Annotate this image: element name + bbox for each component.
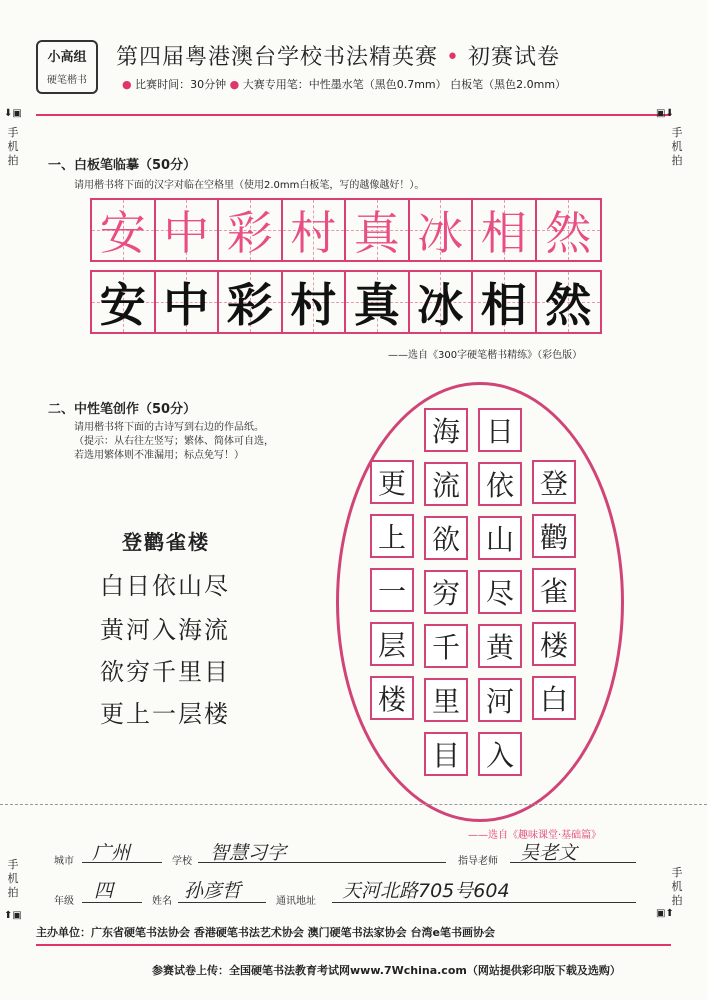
section2-hint: 若选用繁体则不准漏用；标点免写！） <box>74 450 244 461</box>
section2-source: ——选自《趣味课堂·基础篇》 <box>468 830 602 841</box>
exam-pens: 大赛专用笔：中性墨水笔（黑色0.7mm） 白板笔（黑色2.0mm） <box>242 78 567 91</box>
city-underline <box>82 862 162 863</box>
work-cell[interactable]: 楼 <box>532 622 576 666</box>
poem-line: 欲穷千里目 <box>100 658 230 686</box>
title-main: 第四届粤港澳台学校书法精英赛 <box>116 45 439 70</box>
group-badge <box>36 40 98 94</box>
copy-cell[interactable]: 相 <box>473 272 537 332</box>
school-underline <box>198 862 446 863</box>
work-cell[interactable]: 河 <box>478 678 522 722</box>
work-cell[interactable]: 楼 <box>370 676 414 720</box>
work-cell[interactable]: 里 <box>424 678 468 722</box>
copy-cell[interactable]: 村 <box>283 272 347 332</box>
copy-cell[interactable]: 然 <box>537 272 600 332</box>
copy-cell[interactable]: 彩 <box>219 272 283 332</box>
section2-instruction: 请用楷书将下面的古诗写到右边的作品纸。 <box>74 422 264 433</box>
poem-line: 更上一层楼 <box>100 700 230 728</box>
side-mark-left-top: 手机拍 <box>7 126 19 167</box>
work-cell[interactable]: 依 <box>478 462 522 506</box>
title-sub: 初赛试卷 <box>468 45 561 70</box>
model-cell: 冰 <box>410 200 474 260</box>
city-label: 城市 <box>54 856 74 867</box>
address-field[interactable]: 天河北路705号604 <box>342 880 510 902</box>
grade-underline <box>82 902 142 903</box>
model-cell: 然 <box>537 200 600 260</box>
name-underline <box>178 902 266 903</box>
copy-cell[interactable]: 真 <box>346 272 410 332</box>
poem-title: 登鹳雀楼 <box>122 530 210 554</box>
model-cell: 安 <box>92 200 156 260</box>
grade-label: 年级 <box>54 896 74 907</box>
work-cell[interactable]: 山 <box>478 516 522 560</box>
model-row <box>90 198 602 262</box>
side-mark-right-bottom: 手机拍 <box>671 866 683 907</box>
camera-icon: ⬆▣ <box>4 910 22 921</box>
camera-icon: ▣⬆ <box>656 908 674 919</box>
work-cell[interactable]: 更 <box>370 460 414 504</box>
work-cell[interactable]: 层 <box>370 622 414 666</box>
model-cell: 彩 <box>219 200 283 260</box>
copy-cell[interactable]: 安 <box>92 272 156 332</box>
section1-instruction: 请用楷书将下面的汉字对临在空格里（使用2.0mm白板笔，写的越像越好！）。 <box>74 180 425 191</box>
work-cell[interactable]: 登 <box>532 460 576 504</box>
teacher-label: 指导老师 <box>458 856 498 867</box>
work-cell[interactable]: 尽 <box>478 570 522 614</box>
school-field[interactable]: 智慧习字 <box>210 842 287 864</box>
model-cell: 真 <box>346 200 410 260</box>
teacher-field[interactable]: 吴老文 <box>520 842 578 864</box>
exam-info <box>122 76 566 92</box>
grade-field[interactable]: 四 <box>94 880 114 902</box>
work-cell[interactable]: 雀 <box>532 568 576 612</box>
copy-cell[interactable]: 冰 <box>410 272 474 332</box>
name-label: 姓名 <box>152 896 172 907</box>
work-cell[interactable]: 千 <box>424 624 468 668</box>
section2-hint: （提示：从右往左竖写；繁体、简体可自选， <box>74 436 274 447</box>
poem-line: 白日依山尽 <box>100 572 230 600</box>
school-label: 学校 <box>172 856 192 867</box>
page-title <box>116 40 560 71</box>
work-cell[interactable]: 一 <box>370 568 414 612</box>
organizers: 主办单位：广东省硬笔书法协会 香港硬笔书法艺术协会 澳门硬笔书法家协会 台湾e笔书画协会 <box>36 926 495 939</box>
bullet-icon: ● <box>122 78 132 91</box>
camera-icon: ▣⬇ <box>656 108 674 119</box>
title-separator: • <box>446 45 460 70</box>
side-mark-right-top: 手机拍 <box>671 126 683 167</box>
camera-icon: ⬇▣ <box>4 108 22 119</box>
work-cell[interactable]: 流 <box>424 462 468 506</box>
work-cell[interactable]: 黄 <box>478 624 522 668</box>
upload-info: 参赛试卷上传：全国硬笔书法教育考试网www.7Wchina.com（网站提供彩印版下载及选购） <box>152 964 621 977</box>
section1-heading: 一、白板笔临摹（50分） <box>48 158 197 173</box>
section2-heading: 二、中性笔创作（50分） <box>48 402 197 417</box>
model-cell: 相 <box>473 200 537 260</box>
work-cell[interactable]: 上 <box>370 514 414 558</box>
exam-time: 比赛时间：30分钟 <box>135 78 227 91</box>
work-cell[interactable]: 日 <box>478 408 522 452</box>
poem-line: 黄河入海流 <box>100 616 230 644</box>
model-cell: 中 <box>156 200 220 260</box>
work-cell[interactable]: 穷 <box>424 570 468 614</box>
side-mark-left-bottom: 手机拍 <box>7 858 19 899</box>
copy-cell[interactable]: 中 <box>156 272 220 332</box>
work-cell[interactable]: 目 <box>424 732 468 776</box>
address-underline <box>332 902 636 903</box>
badge-group: 小高组 <box>47 50 87 65</box>
header-divider <box>36 114 671 116</box>
work-cell[interactable]: 鹳 <box>532 514 576 558</box>
badge-style: 硬笔楷书 <box>47 75 87 86</box>
copy-row <box>90 270 602 334</box>
work-cell[interactable]: 入 <box>478 732 522 776</box>
footer-divider <box>36 944 671 946</box>
teacher-underline <box>510 862 636 863</box>
work-cell[interactable]: 欲 <box>424 516 468 560</box>
address-label: 通讯地址 <box>276 896 316 907</box>
bullet-icon: ● <box>229 78 240 91</box>
work-cell[interactable]: 海 <box>424 408 468 452</box>
name-field[interactable]: 孙彦哲 <box>184 880 242 902</box>
section1-source: ——选自《300字硬笔楷书精练》（彩色版） <box>388 350 583 361</box>
work-cell[interactable]: 白 <box>532 676 576 720</box>
model-cell: 村 <box>283 200 347 260</box>
city-field[interactable]: 广州 <box>92 842 131 864</box>
